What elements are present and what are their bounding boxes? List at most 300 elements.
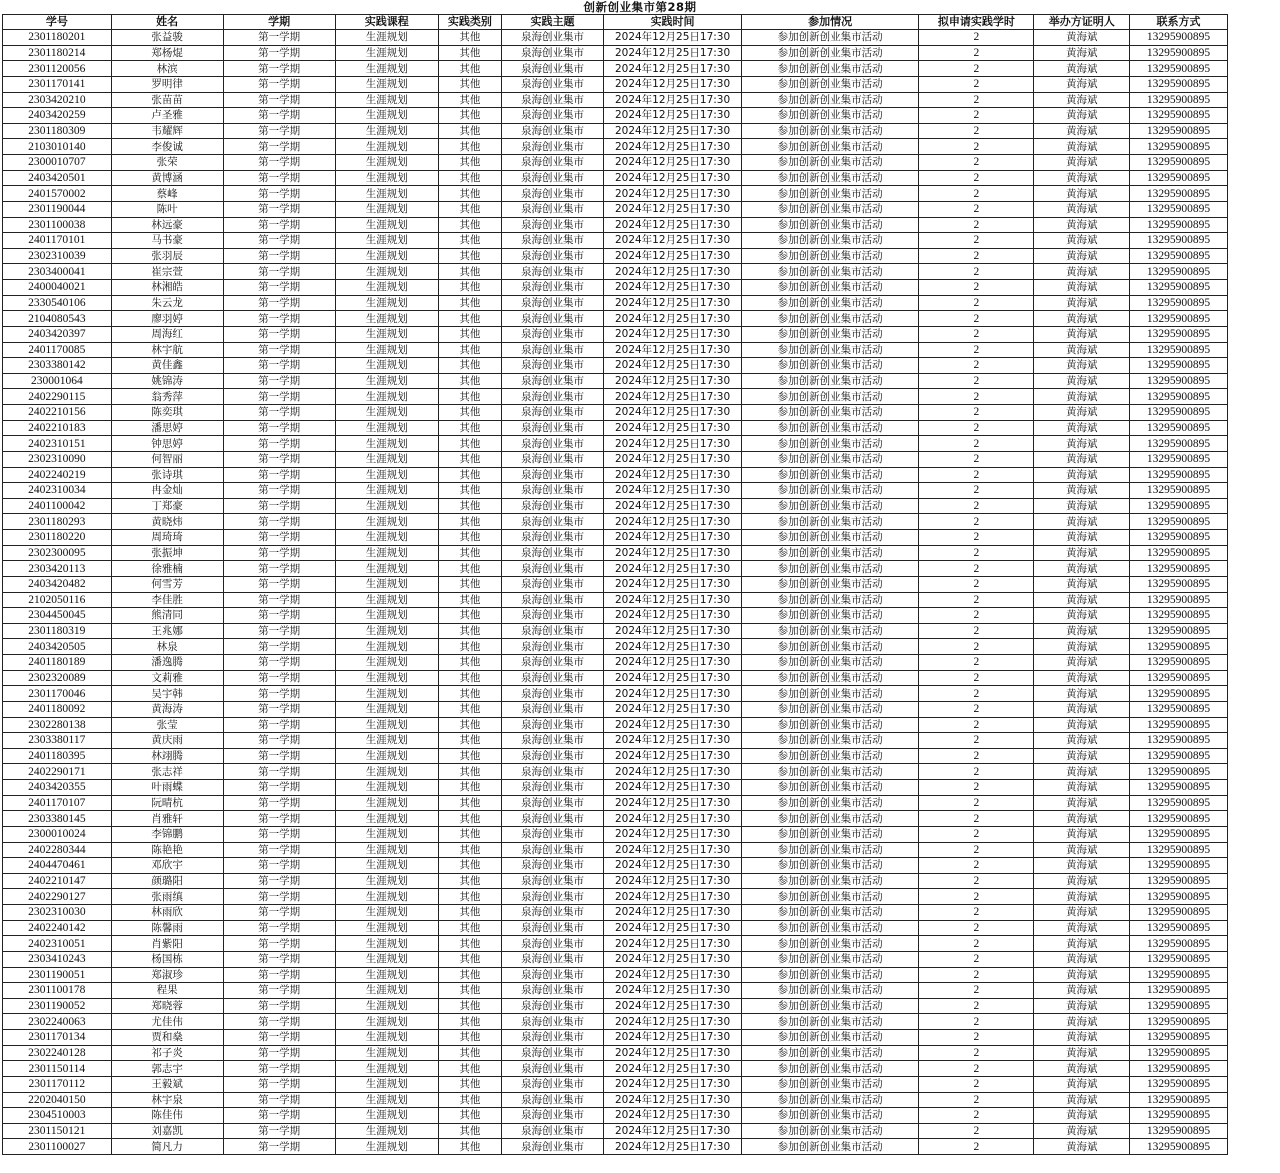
time-cell[interactable]: 2024年12月25日17:30 [604, 264, 742, 280]
student-id-cell[interactable]: 2300010024 [3, 826, 112, 842]
time-cell[interactable]: 2024年12月25日17:30 [604, 1092, 742, 1108]
semester-cell[interactable]: 第一学期 [223, 1045, 335, 1061]
theme-cell[interactable]: 泉海创业集市 [501, 873, 603, 889]
participation-cell[interactable]: 参加创新创业集市活动 [742, 61, 919, 77]
theme-cell[interactable]: 泉海创业集市 [501, 592, 603, 608]
student-id-cell[interactable]: 2302240128 [3, 1045, 112, 1061]
contact-cell[interactable]: 13295900895 [1130, 326, 1228, 342]
time-cell[interactable]: 2024年12月25日17:30 [604, 1076, 742, 1092]
course-cell[interactable]: 生涯规划 [335, 76, 438, 92]
course-cell[interactable]: 生涯规划 [335, 45, 438, 61]
contact-cell[interactable]: 13295900895 [1130, 561, 1228, 577]
hours-cell[interactable]: 2 [919, 998, 1034, 1014]
time-cell[interactable]: 2024年12月25日17:30 [604, 967, 742, 983]
contact-cell[interactable]: 13295900895 [1130, 983, 1228, 999]
theme-cell[interactable]: 泉海创业集市 [501, 139, 603, 155]
witness-cell[interactable]: 黄海斌 [1034, 639, 1130, 655]
time-cell[interactable]: 2024年12月25日17:30 [604, 389, 742, 405]
category-cell[interactable]: 其他 [438, 780, 501, 796]
semester-cell[interactable]: 第一学期 [223, 608, 335, 624]
category-cell[interactable]: 其他 [438, 233, 501, 249]
participation-cell[interactable]: 参加创新创业集市活动 [742, 170, 919, 186]
course-cell[interactable]: 生涯规划 [335, 280, 438, 296]
witness-cell[interactable]: 黄海斌 [1034, 780, 1130, 796]
semester-cell[interactable]: 第一学期 [223, 967, 335, 983]
witness-cell[interactable]: 黄海斌 [1034, 170, 1130, 186]
course-cell[interactable]: 生涯规划 [335, 108, 438, 124]
participation-cell[interactable]: 参加创新创业集市活动 [742, 1014, 919, 1030]
student-name-cell[interactable]: 刘嘉凯 [111, 1123, 223, 1139]
course-cell[interactable]: 生涯规划 [335, 951, 438, 967]
hours-cell[interactable]: 2 [919, 108, 1034, 124]
student-name-cell[interactable]: 陈艳艳 [111, 842, 223, 858]
contact-cell[interactable]: 13295900895 [1130, 61, 1228, 77]
witness-cell[interactable]: 黄海斌 [1034, 61, 1130, 77]
witness-cell[interactable]: 黄海斌 [1034, 748, 1130, 764]
course-cell[interactable]: 生涯规划 [335, 264, 438, 280]
course-cell[interactable]: 生涯规划 [335, 811, 438, 827]
category-cell[interactable]: 其他 [438, 608, 501, 624]
category-cell[interactable]: 其他 [438, 342, 501, 358]
hours-cell[interactable]: 2 [919, 889, 1034, 905]
student-name-cell[interactable]: 黄晓炜 [111, 514, 223, 530]
hours-cell[interactable]: 2 [919, 451, 1034, 467]
category-cell[interactable]: 其他 [438, 545, 501, 561]
contact-cell[interactable]: 13295900895 [1130, 1014, 1228, 1030]
semester-cell[interactable]: 第一学期 [223, 264, 335, 280]
time-cell[interactable]: 2024年12月25日17:30 [604, 155, 742, 171]
witness-cell[interactable]: 黄海斌 [1034, 201, 1130, 217]
student-id-cell[interactable]: 2301190051 [3, 967, 112, 983]
student-name-cell[interactable]: 林泉 [111, 639, 223, 655]
participation-cell[interactable]: 参加创新创业集市活动 [742, 842, 919, 858]
student-name-cell[interactable]: 李锦鹏 [111, 826, 223, 842]
witness-cell[interactable]: 黄海斌 [1034, 45, 1130, 61]
category-cell[interactable]: 其他 [438, 92, 501, 108]
hours-cell[interactable]: 2 [919, 186, 1034, 202]
category-cell[interactable]: 其他 [438, 826, 501, 842]
witness-cell[interactable]: 黄海斌 [1034, 951, 1130, 967]
contact-cell[interactable]: 13295900895 [1130, 1092, 1228, 1108]
participation-cell[interactable]: 参加创新创业集市活动 [742, 780, 919, 796]
student-id-cell[interactable]: 230001064 [3, 373, 112, 389]
contact-cell[interactable]: 13295900895 [1130, 826, 1228, 842]
semester-cell[interactable]: 第一学期 [223, 592, 335, 608]
semester-cell[interactable]: 第一学期 [223, 201, 335, 217]
hours-cell[interactable]: 2 [919, 561, 1034, 577]
participation-cell[interactable]: 参加创新创业集市活动 [742, 123, 919, 139]
time-cell[interactable]: 2024年12月25日17:30 [604, 342, 742, 358]
theme-cell[interactable]: 泉海创业集市 [501, 61, 603, 77]
participation-cell[interactable]: 参加创新创业集市活动 [742, 45, 919, 61]
contact-cell[interactable]: 13295900895 [1130, 76, 1228, 92]
semester-cell[interactable]: 第一学期 [223, 951, 335, 967]
student-name-cell[interactable]: 林宇航 [111, 342, 223, 358]
hours-cell[interactable]: 2 [919, 530, 1034, 546]
witness-cell[interactable]: 黄海斌 [1034, 983, 1130, 999]
theme-cell[interactable]: 泉海创业集市 [501, 670, 603, 686]
contact-cell[interactable]: 13295900895 [1130, 951, 1228, 967]
semester-cell[interactable]: 第一学期 [223, 420, 335, 436]
student-name-cell[interactable]: 黄佳鑫 [111, 358, 223, 374]
hours-cell[interactable]: 2 [919, 514, 1034, 530]
semester-cell[interactable]: 第一学期 [223, 248, 335, 264]
category-cell[interactable]: 其他 [438, 467, 501, 483]
theme-cell[interactable]: 泉海创业集市 [501, 389, 603, 405]
witness-cell[interactable]: 黄海斌 [1034, 436, 1130, 452]
participation-cell[interactable]: 参加创新创业集市活动 [742, 373, 919, 389]
witness-cell[interactable]: 黄海斌 [1034, 873, 1130, 889]
student-id-cell[interactable]: 2403420501 [3, 170, 112, 186]
course-cell[interactable]: 生涯规划 [335, 530, 438, 546]
student-name-cell[interactable]: 张羽辰 [111, 248, 223, 264]
time-cell[interactable]: 2024年12月25日17:30 [604, 733, 742, 749]
course-cell[interactable]: 生涯规划 [335, 1061, 438, 1077]
witness-cell[interactable]: 黄海斌 [1034, 217, 1130, 233]
participation-cell[interactable]: 参加创新创业集市活动 [742, 811, 919, 827]
course-cell[interactable]: 生涯规划 [335, 233, 438, 249]
category-cell[interactable]: 其他 [438, 1045, 501, 1061]
semester-cell[interactable]: 第一学期 [223, 61, 335, 77]
hours-cell[interactable]: 2 [919, 780, 1034, 796]
course-cell[interactable]: 生涯规划 [335, 483, 438, 499]
time-cell[interactable]: 2024年12月25日17:30 [604, 295, 742, 311]
participation-cell[interactable]: 参加创新创业集市活动 [742, 608, 919, 624]
theme-cell[interactable]: 泉海创业集市 [501, 373, 603, 389]
witness-cell[interactable]: 黄海斌 [1034, 842, 1130, 858]
hours-cell[interactable]: 2 [919, 795, 1034, 811]
hours-cell[interactable]: 2 [919, 764, 1034, 780]
participation-cell[interactable]: 参加创新创业集市活动 [742, 1076, 919, 1092]
course-cell[interactable]: 生涯规划 [335, 1014, 438, 1030]
theme-cell[interactable]: 泉海创业集市 [501, 780, 603, 796]
category-cell[interactable]: 其他 [438, 389, 501, 405]
student-name-cell[interactable]: 郑杨焜 [111, 45, 223, 61]
participation-cell[interactable]: 参加创新创业集市活动 [742, 795, 919, 811]
participation-cell[interactable]: 参加创新创业集市活动 [742, 451, 919, 467]
theme-cell[interactable]: 泉海创业集市 [501, 967, 603, 983]
student-id-cell[interactable]: 2301170046 [3, 686, 112, 702]
student-id-cell[interactable]: 2102050116 [3, 592, 112, 608]
course-cell[interactable]: 生涯规划 [335, 795, 438, 811]
student-id-cell[interactable]: 2202040150 [3, 1092, 112, 1108]
participation-cell[interactable]: 参加创新创业集市活动 [742, 530, 919, 546]
contact-cell[interactable]: 13295900895 [1130, 295, 1228, 311]
student-id-cell[interactable]: 2402290115 [3, 389, 112, 405]
time-cell[interactable]: 2024年12月25日17:30 [604, 889, 742, 905]
contact-cell[interactable]: 13295900895 [1130, 186, 1228, 202]
time-cell[interactable]: 2024年12月25日17:30 [604, 311, 742, 327]
participation-cell[interactable]: 参加创新创业集市活动 [742, 30, 919, 46]
hours-cell[interactable]: 2 [919, 811, 1034, 827]
theme-cell[interactable]: 泉海创业集市 [501, 717, 603, 733]
time-cell[interactable]: 2024年12月25日17:30 [604, 233, 742, 249]
hours-cell[interactable]: 2 [919, 748, 1034, 764]
student-id-cell[interactable]: 2301180214 [3, 45, 112, 61]
witness-cell[interactable]: 黄海斌 [1034, 686, 1130, 702]
course-cell[interactable]: 生涯规划 [335, 123, 438, 139]
semester-cell[interactable]: 第一学期 [223, 295, 335, 311]
student-name-cell[interactable]: 张志祥 [111, 764, 223, 780]
semester-cell[interactable]: 第一学期 [223, 1014, 335, 1030]
category-cell[interactable]: 其他 [438, 717, 501, 733]
witness-cell[interactable]: 黄海斌 [1034, 108, 1130, 124]
theme-cell[interactable]: 泉海创业集市 [501, 748, 603, 764]
theme-cell[interactable]: 泉海创业集市 [501, 45, 603, 61]
student-name-cell[interactable]: 何雪芳 [111, 576, 223, 592]
contact-cell[interactable]: 13295900895 [1130, 639, 1228, 655]
witness-cell[interactable]: 黄海斌 [1034, 342, 1130, 358]
hours-cell[interactable]: 2 [919, 639, 1034, 655]
semester-cell[interactable]: 第一学期 [223, 1139, 335, 1155]
theme-cell[interactable]: 泉海创业集市 [501, 795, 603, 811]
witness-cell[interactable]: 黄海斌 [1034, 264, 1130, 280]
student-name-cell[interactable]: 张益骏 [111, 30, 223, 46]
student-name-cell[interactable]: 张莹 [111, 717, 223, 733]
theme-cell[interactable]: 泉海创业集市 [501, 108, 603, 124]
course-cell[interactable]: 生涯规划 [335, 389, 438, 405]
student-name-cell[interactable]: 钟思婷 [111, 436, 223, 452]
semester-cell[interactable]: 第一学期 [223, 717, 335, 733]
student-id-cell[interactable]: 2103010140 [3, 139, 112, 155]
course-cell[interactable]: 生涯规划 [335, 155, 438, 171]
time-cell[interactable]: 2024年12月25日17:30 [604, 483, 742, 499]
student-name-cell[interactable]: 颜璐阳 [111, 873, 223, 889]
student-name-cell[interactable]: 尤佳伟 [111, 1014, 223, 1030]
theme-cell[interactable]: 泉海创业集市 [501, 1092, 603, 1108]
hours-cell[interactable]: 2 [919, 967, 1034, 983]
participation-cell[interactable]: 参加创新创业集市活动 [742, 920, 919, 936]
contact-cell[interactable]: 13295900895 [1130, 795, 1228, 811]
semester-cell[interactable]: 第一学期 [223, 936, 335, 952]
contact-cell[interactable]: 13295900895 [1130, 545, 1228, 561]
contact-cell[interactable]: 13295900895 [1130, 858, 1228, 874]
student-name-cell[interactable]: 林滨 [111, 61, 223, 77]
course-cell[interactable]: 生涯规划 [335, 1123, 438, 1139]
semester-cell[interactable]: 第一学期 [223, 858, 335, 874]
time-cell[interactable]: 2024年12月25日17:30 [604, 842, 742, 858]
hours-cell[interactable]: 2 [919, 873, 1034, 889]
theme-cell[interactable]: 泉海创业集市 [501, 498, 603, 514]
course-cell[interactable]: 生涯规划 [335, 201, 438, 217]
witness-cell[interactable]: 黄海斌 [1034, 186, 1130, 202]
course-cell[interactable]: 生涯规划 [335, 998, 438, 1014]
contact-cell[interactable]: 13295900895 [1130, 686, 1228, 702]
theme-cell[interactable]: 泉海创业集市 [501, 905, 603, 921]
semester-cell[interactable]: 第一学期 [223, 358, 335, 374]
theme-cell[interactable]: 泉海创业集市 [501, 1014, 603, 1030]
course-cell[interactable]: 生涯规划 [335, 514, 438, 530]
theme-cell[interactable]: 泉海创业集市 [501, 889, 603, 905]
category-cell[interactable]: 其他 [438, 842, 501, 858]
time-cell[interactable]: 2024年12月25日17:30 [604, 108, 742, 124]
theme-cell[interactable]: 泉海创业集市 [501, 280, 603, 296]
student-id-cell[interactable]: 2304510003 [3, 1108, 112, 1124]
category-cell[interactable]: 其他 [438, 155, 501, 171]
semester-cell[interactable]: 第一学期 [223, 155, 335, 171]
witness-cell[interactable]: 黄海斌 [1034, 764, 1130, 780]
category-cell[interactable]: 其他 [438, 733, 501, 749]
student-id-cell[interactable]: 2303420210 [3, 92, 112, 108]
student-name-cell[interactable]: 徐雅楠 [111, 561, 223, 577]
student-id-cell[interactable]: 2403420482 [3, 576, 112, 592]
time-cell[interactable]: 2024年12月25日17:30 [604, 1139, 742, 1155]
course-cell[interactable]: 生涯规划 [335, 889, 438, 905]
witness-cell[interactable]: 黄海斌 [1034, 998, 1130, 1014]
time-cell[interactable]: 2024年12月25日17:30 [604, 951, 742, 967]
contact-cell[interactable]: 13295900895 [1130, 905, 1228, 921]
course-cell[interactable]: 生涯规划 [335, 61, 438, 77]
category-cell[interactable]: 其他 [438, 592, 501, 608]
hours-cell[interactable]: 2 [919, 1014, 1034, 1030]
contact-cell[interactable]: 13295900895 [1130, 436, 1228, 452]
semester-cell[interactable]: 第一学期 [223, 1108, 335, 1124]
contact-cell[interactable]: 13295900895 [1130, 342, 1228, 358]
time-cell[interactable]: 2024年12月25日17:30 [604, 280, 742, 296]
student-name-cell[interactable]: 陈叶 [111, 201, 223, 217]
witness-cell[interactable]: 黄海斌 [1034, 155, 1130, 171]
category-cell[interactable]: 其他 [438, 748, 501, 764]
participation-cell[interactable]: 参加创新创业集市活动 [742, 639, 919, 655]
category-cell[interactable]: 其他 [438, 76, 501, 92]
category-cell[interactable]: 其他 [438, 358, 501, 374]
course-cell[interactable]: 生涯规划 [335, 545, 438, 561]
student-name-cell[interactable]: 张苗苗 [111, 92, 223, 108]
participation-cell[interactable]: 参加创新创业集市活动 [742, 889, 919, 905]
contact-cell[interactable]: 13295900895 [1130, 733, 1228, 749]
student-name-cell[interactable]: 黄海涛 [111, 701, 223, 717]
course-cell[interactable]: 生涯规划 [335, 623, 438, 639]
hours-cell[interactable]: 2 [919, 655, 1034, 671]
student-id-cell[interactable]: 2403420505 [3, 639, 112, 655]
course-cell[interactable]: 生涯规划 [335, 1139, 438, 1155]
hours-cell[interactable]: 2 [919, 342, 1034, 358]
semester-cell[interactable]: 第一学期 [223, 76, 335, 92]
student-id-cell[interactable]: 2401180189 [3, 655, 112, 671]
time-cell[interactable]: 2024年12月25日17:30 [604, 780, 742, 796]
course-cell[interactable]: 生涯规划 [335, 842, 438, 858]
contact-cell[interactable]: 13295900895 [1130, 889, 1228, 905]
course-cell[interactable]: 生涯规划 [335, 655, 438, 671]
participation-cell[interactable]: 参加创新创业集市活动 [742, 905, 919, 921]
semester-cell[interactable]: 第一学期 [223, 623, 335, 639]
time-cell[interactable]: 2024年12月25日17:30 [604, 170, 742, 186]
category-cell[interactable]: 其他 [438, 451, 501, 467]
semester-cell[interactable]: 第一学期 [223, 842, 335, 858]
theme-cell[interactable]: 泉海创业集市 [501, 326, 603, 342]
witness-cell[interactable]: 黄海斌 [1034, 1045, 1130, 1061]
time-cell[interactable]: 2024年12月25日17:30 [604, 1014, 742, 1030]
contact-cell[interactable]: 13295900895 [1130, 139, 1228, 155]
student-id-cell[interactable]: 2402210147 [3, 873, 112, 889]
time-cell[interactable]: 2024年12月25日17:30 [604, 655, 742, 671]
student-name-cell[interactable]: 林宇泉 [111, 1092, 223, 1108]
time-cell[interactable]: 2024年12月25日17:30 [604, 498, 742, 514]
participation-cell[interactable]: 参加创新创业集市活动 [742, 467, 919, 483]
time-cell[interactable]: 2024年12月25日17:30 [604, 248, 742, 264]
student-id-cell[interactable]: 2302320089 [3, 670, 112, 686]
witness-cell[interactable]: 黄海斌 [1034, 967, 1130, 983]
student-name-cell[interactable]: 王兆娜 [111, 623, 223, 639]
hours-cell[interactable]: 2 [919, 905, 1034, 921]
participation-cell[interactable]: 参加创新创业集市活动 [742, 592, 919, 608]
theme-cell[interactable]: 泉海创业集市 [501, 623, 603, 639]
student-id-cell[interactable]: 2401100042 [3, 498, 112, 514]
participation-cell[interactable]: 参加创新创业集市活动 [742, 405, 919, 421]
hours-cell[interactable]: 2 [919, 592, 1034, 608]
student-id-cell[interactable]: 2301170134 [3, 1030, 112, 1046]
student-name-cell[interactable]: 林远豪 [111, 217, 223, 233]
semester-cell[interactable]: 第一学期 [223, 467, 335, 483]
category-cell[interactable]: 其他 [438, 405, 501, 421]
hours-cell[interactable]: 2 [919, 405, 1034, 421]
contact-cell[interactable]: 13295900895 [1130, 1139, 1228, 1155]
participation-cell[interactable]: 参加创新创业集市活动 [742, 248, 919, 264]
student-name-cell[interactable]: 郑晓蓉 [111, 998, 223, 1014]
witness-cell[interactable]: 黄海斌 [1034, 1092, 1130, 1108]
theme-cell[interactable]: 泉海创业集市 [501, 608, 603, 624]
witness-cell[interactable]: 黄海斌 [1034, 717, 1130, 733]
course-cell[interactable]: 生涯规划 [335, 686, 438, 702]
hours-cell[interactable]: 2 [919, 842, 1034, 858]
semester-cell[interactable]: 第一学期 [223, 1123, 335, 1139]
semester-cell[interactable]: 第一学期 [223, 498, 335, 514]
contact-cell[interactable]: 13295900895 [1130, 123, 1228, 139]
hours-cell[interactable]: 2 [919, 1139, 1034, 1155]
witness-cell[interactable]: 黄海斌 [1034, 514, 1130, 530]
student-name-cell[interactable]: 黄博涵 [111, 170, 223, 186]
student-id-cell[interactable]: 2302240063 [3, 1014, 112, 1030]
theme-cell[interactable]: 泉海创业集市 [501, 545, 603, 561]
category-cell[interactable]: 其他 [438, 1092, 501, 1108]
student-name-cell[interactable]: 文莉雅 [111, 670, 223, 686]
time-cell[interactable]: 2024年12月25日17:30 [604, 1061, 742, 1077]
column-header[interactable]: 实践时间 [604, 15, 742, 30]
category-cell[interactable]: 其他 [438, 936, 501, 952]
time-cell[interactable]: 2024年12月25日17:30 [604, 905, 742, 921]
contact-cell[interactable]: 13295900895 [1130, 389, 1228, 405]
time-cell[interactable]: 2024年12月25日17:30 [604, 530, 742, 546]
time-cell[interactable]: 2024年12月25日17:30 [604, 561, 742, 577]
time-cell[interactable]: 2024年12月25日17:30 [604, 701, 742, 717]
student-name-cell[interactable]: 张振坤 [111, 545, 223, 561]
witness-cell[interactable]: 黄海斌 [1034, 655, 1130, 671]
time-cell[interactable]: 2024年12月25日17:30 [604, 405, 742, 421]
time-cell[interactable]: 2024年12月25日17:30 [604, 1108, 742, 1124]
course-cell[interactable]: 生涯规划 [335, 170, 438, 186]
course-cell[interactable]: 生涯规划 [335, 342, 438, 358]
student-name-cell[interactable]: 祁子炎 [111, 1045, 223, 1061]
student-name-cell[interactable]: 周琦琦 [111, 530, 223, 546]
contact-cell[interactable]: 13295900895 [1130, 1076, 1228, 1092]
hours-cell[interactable]: 2 [919, 826, 1034, 842]
witness-cell[interactable]: 黄海斌 [1034, 92, 1130, 108]
time-cell[interactable]: 2024年12月25日17:30 [604, 201, 742, 217]
time-cell[interactable]: 2024年12月25日17:30 [604, 764, 742, 780]
time-cell[interactable]: 2024年12月25日17:30 [604, 639, 742, 655]
semester-cell[interactable]: 第一学期 [223, 483, 335, 499]
witness-cell[interactable]: 黄海斌 [1034, 451, 1130, 467]
contact-cell[interactable]: 13295900895 [1130, 530, 1228, 546]
course-cell[interactable]: 生涯规划 [335, 373, 438, 389]
student-id-cell[interactable]: 2402240219 [3, 467, 112, 483]
hours-cell[interactable]: 2 [919, 733, 1034, 749]
category-cell[interactable]: 其他 [438, 967, 501, 983]
semester-cell[interactable]: 第一学期 [223, 826, 335, 842]
student-id-cell[interactable]: 2303380117 [3, 733, 112, 749]
witness-cell[interactable]: 黄海斌 [1034, 530, 1130, 546]
hours-cell[interactable]: 2 [919, 264, 1034, 280]
